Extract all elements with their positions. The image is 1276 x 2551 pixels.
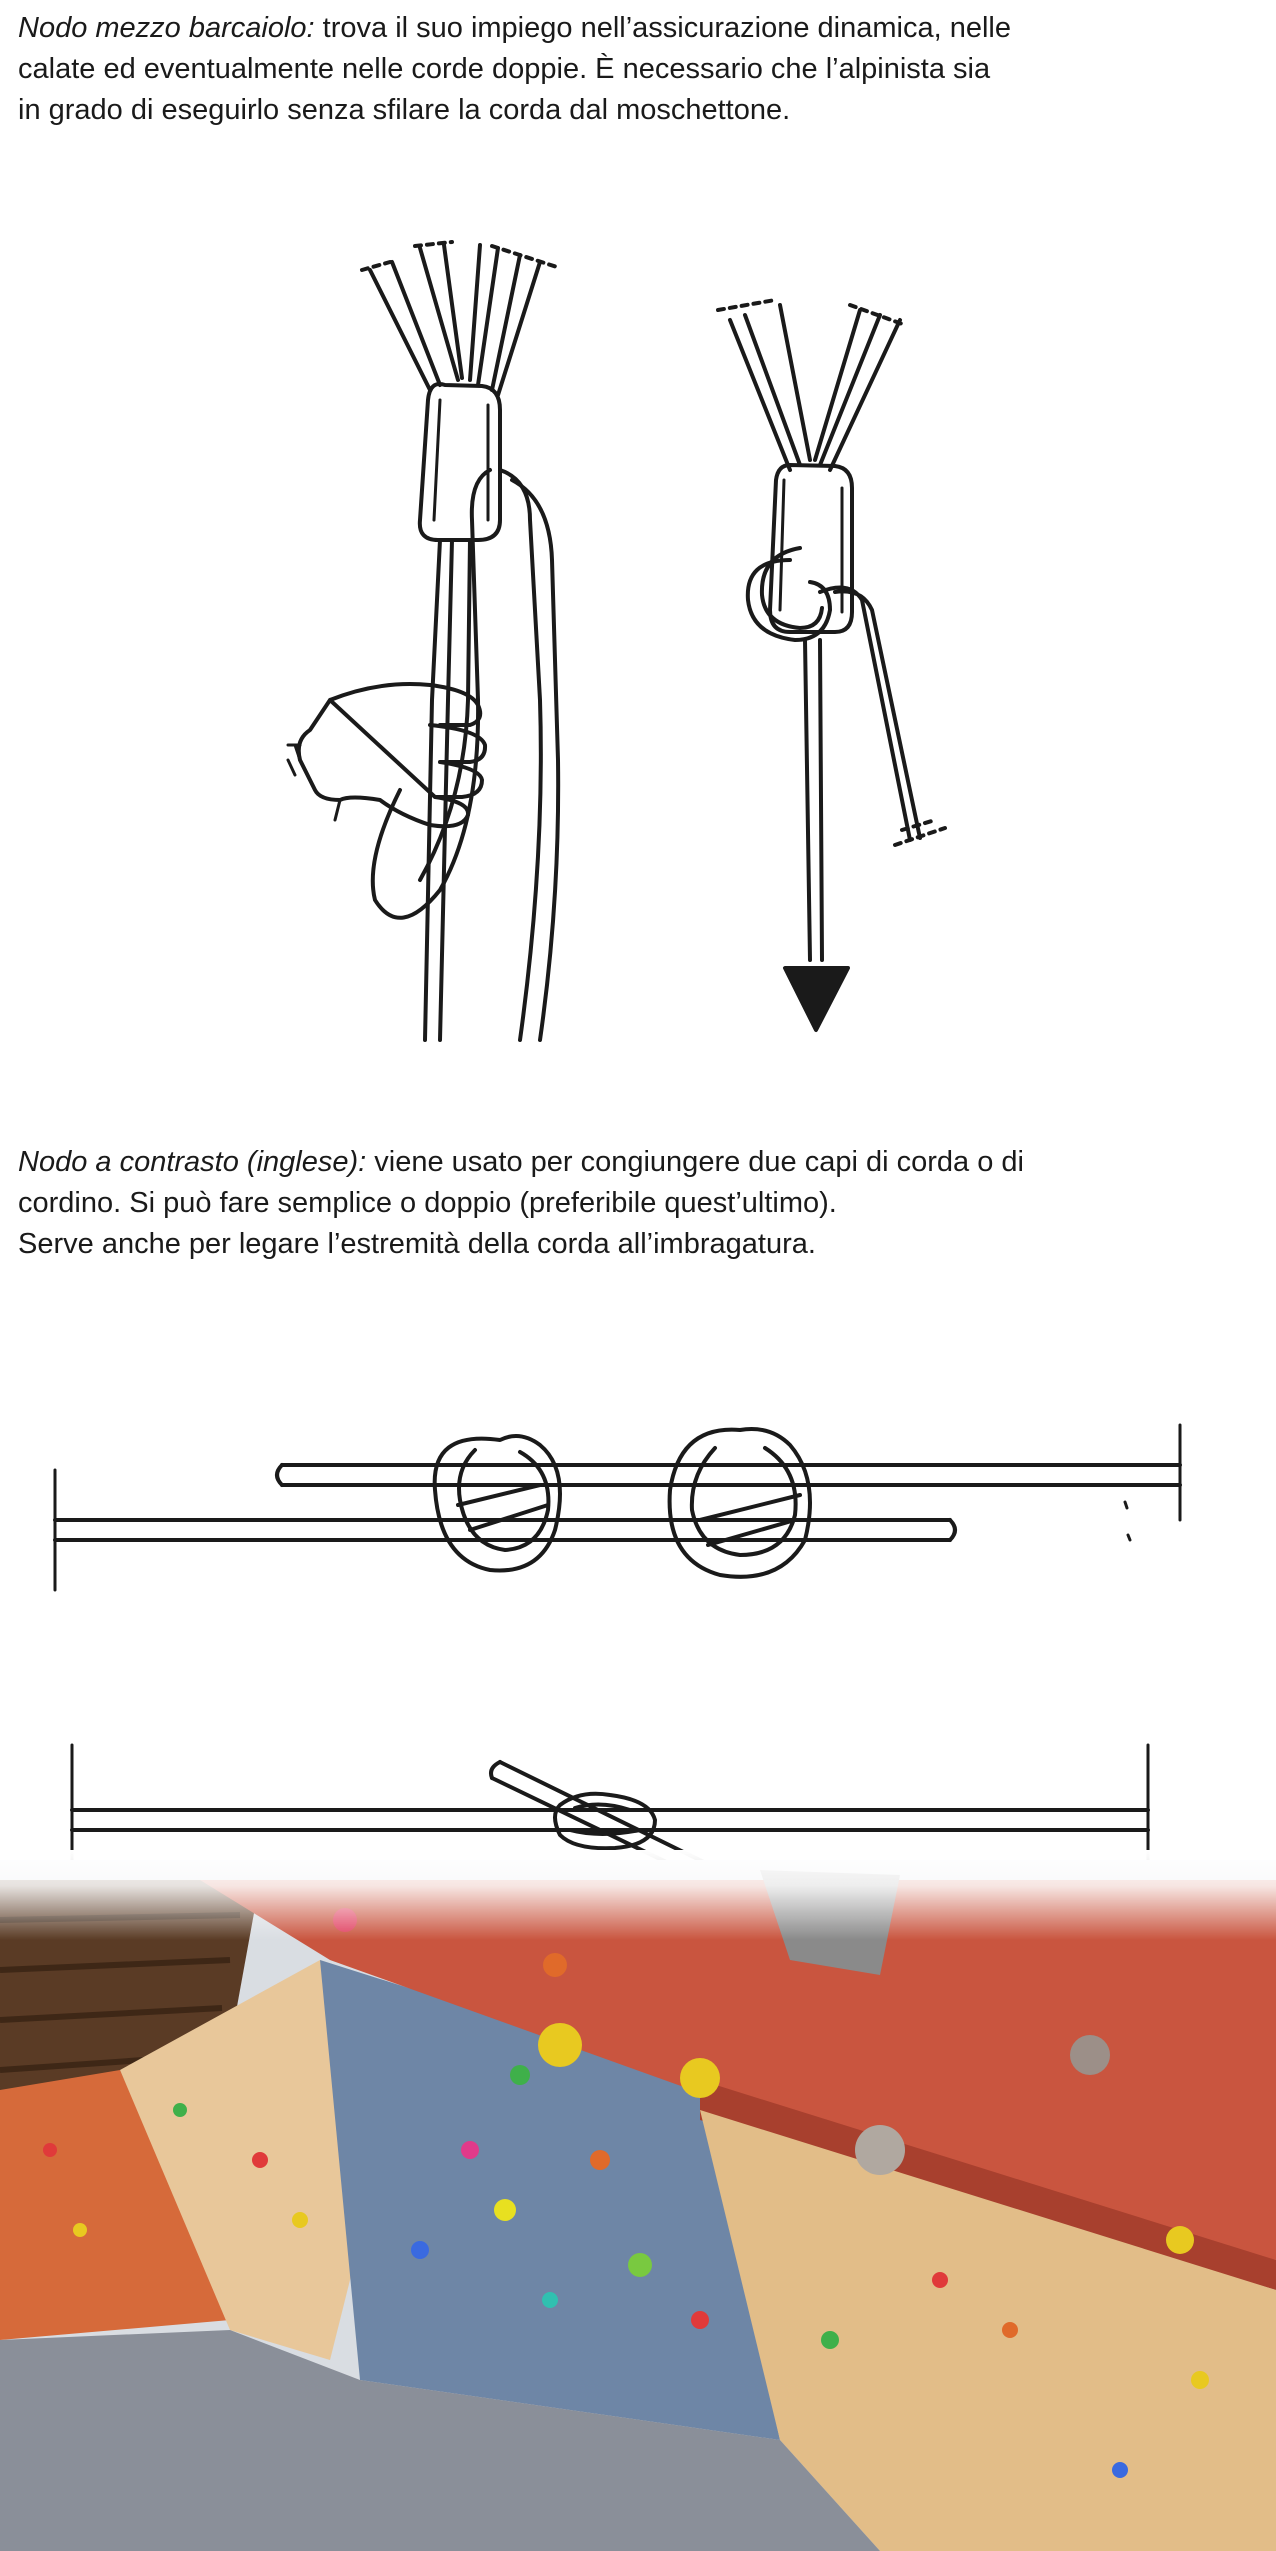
left-knot-drawing [288, 242, 560, 1040]
term-mezzo-barcaiolo: Nodo mezzo barcaiolo: [18, 12, 315, 44]
term-nodo-contrasto: Nodo a contrasto (inglese): [18, 1146, 367, 1178]
text-line: Serve anche per legare l’estremità della corda all’imbragatura. [18, 1228, 816, 1260]
paragraph-nodo-contrasto [18, 1142, 1258, 1265]
text-line: in grado di eseguirlo senza sfilare la corda dal moschettone. [18, 94, 791, 126]
paragraph-mezzo-barcaiolo [18, 8, 1258, 131]
text-line: trova il suo impiego nell’assicurazione dinamica, nelle [314, 12, 1011, 44]
climbing-gym-photo [0, 1860, 1276, 2551]
text-line: calate ed eventualmente nelle corde doppie. È necessario che l’alpinista sia [18, 53, 991, 85]
text-line: cordino. Si può fare semplice o doppio (preferibile quest’ultimo). [18, 1187, 837, 1219]
mezzo-barcaiolo-illustration [0, 200, 1276, 1080]
right-knot-drawing [718, 300, 945, 1030]
text-line: viene usato per congiungere due capi di corda o di [366, 1146, 1024, 1178]
photo-fade-overlay [0, 1850, 1276, 1940]
nodo-contrasto-doppio-illustration [0, 1390, 1276, 1620]
